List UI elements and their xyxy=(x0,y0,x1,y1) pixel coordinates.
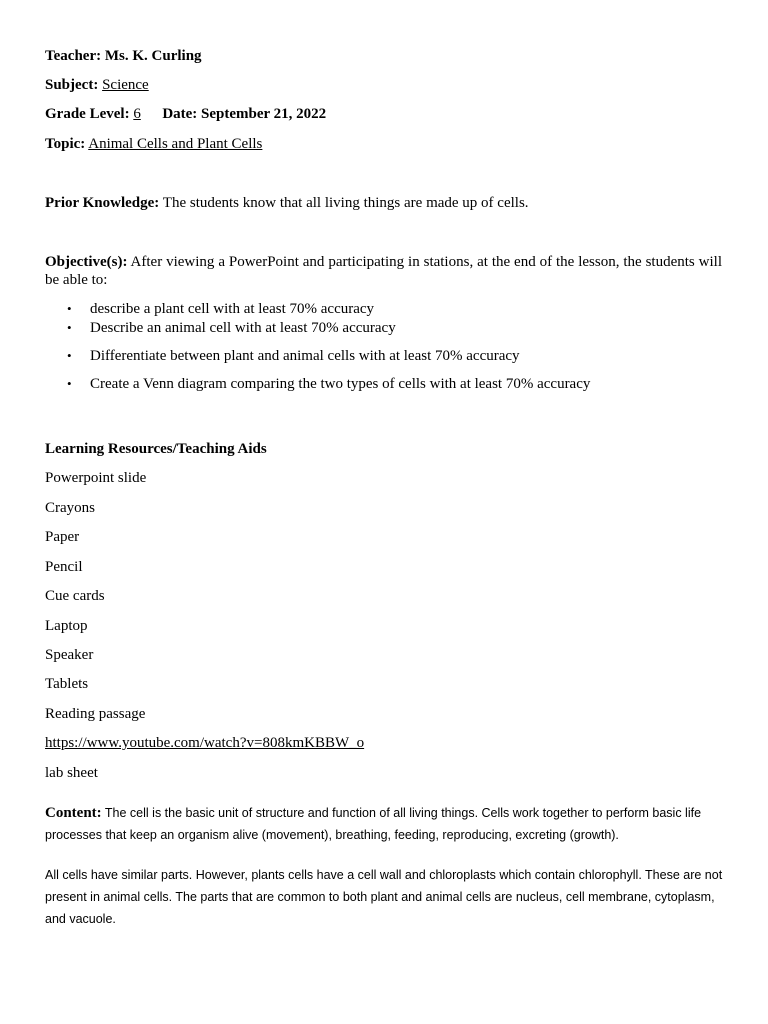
grade-value: 6 xyxy=(133,106,141,122)
resource-item: Paper xyxy=(45,529,80,545)
subject-line xyxy=(45,76,149,94)
content-paragraph-1 xyxy=(45,802,725,846)
date-value: September 21, 2022 xyxy=(201,106,327,122)
resource-item: lab sheet xyxy=(45,765,98,781)
prior-knowledge xyxy=(45,194,529,212)
topic-label: Topic: xyxy=(45,136,86,152)
prior-knowledge-label: Prior Knowledge: xyxy=(45,195,160,211)
resource-item: Laptop xyxy=(45,618,88,634)
objectives-label: Objective(s): xyxy=(45,254,128,270)
teacher-line xyxy=(45,47,202,65)
bullet-icon: • xyxy=(67,320,72,335)
resource-item: Cue cards xyxy=(45,588,105,604)
content-paragraph-2: All cells have similar parts. However, plants cells have a cell wall and chloroplasts which contain chlorophyll. These are not present in animal cells. The parts that are common to both plant and animal cells are nucleus, cell membrane, cytoplasm, and vacuole. xyxy=(45,868,723,926)
bullet-icon: • xyxy=(67,301,72,316)
content-label: Content: xyxy=(45,805,102,821)
resource-item: Pencil xyxy=(45,559,83,575)
resource-item: Crayons xyxy=(45,500,95,516)
subject-value: Science xyxy=(102,77,149,93)
objectives-intro xyxy=(45,253,722,289)
lesson-plan-page: Teacher: Ms. K. Curling Subject: Science Grade Level: 6 Date: September 21, 2022 Topic: Animal Cells and Plant Cells Prior Knowledge: The students know that all living things are made up of cells. Objective(s): After viewing a PowerPoint and participating in stations, at the end of the lesson, the students will be able to: • describe a plant cell with at least 70% accuracy • Describe an animal cell with at least 70% accuracy • Differentiate between plant and animal cells with at least 70% accuracy • Create a Venn diagram comparing the two types of cells with at least 70% accuracy Learning Resources/Teaching Aids Powerpoint slide Crayons Paper Pencil Cue cards Laptop Speaker Tablets Reading passage https://www.youtube.com/watch?v=808kmKBBW_o lab sheet Content: The cell is the basic unit of structure and function of all living things. Cells work together to perform basic life processes that keep an organism alive (movement), breathing, feeding, reproducing, excreting (growth). All cells have similar parts. However, plants cells have a cell wall and chloroplasts which contain chlorophyll. These are not present in animal cells. The parts that are common to both plant and animal cells are nucleus, cell membrane, cytoplasm, and vacuole. xyxy=(0,0,768,1024)
youtube-link[interactable]: https://www.youtube.com/watch?v=808kmKBBW_o xyxy=(45,735,365,751)
bullet-icon: • xyxy=(67,348,72,363)
resources-heading: Learning Resources/Teaching Aids xyxy=(45,441,267,457)
resource-item: Reading passage xyxy=(45,706,146,722)
grade-date-line xyxy=(45,105,326,123)
teacher-value: Ms. K. Curling xyxy=(104,48,202,64)
teacher-label: Teacher: xyxy=(45,48,102,64)
grade-label: Grade Level: xyxy=(45,106,130,122)
objectives-intro-text: After viewing a PowerPoint and participating in stations, at the end of the lesson, the students will be able to: xyxy=(45,254,722,288)
prior-knowledge-text: The students know that all living things are made up of cells. xyxy=(162,195,529,211)
subject-label: Subject: xyxy=(45,77,99,93)
resource-item: Speaker xyxy=(45,647,94,663)
topic-value: Animal Cells and Plant Cells xyxy=(88,136,263,152)
topic-line xyxy=(45,135,262,153)
resource-item: Tablets xyxy=(45,676,89,692)
content-text-1: The cell is the basic unit of structure and function of all living things. Cells work together to perform basic life processes that keep an organism alive (movement), breathing, feeding, reproducing, excreting (growth). xyxy=(45,806,702,842)
resource-item: Powerpoint slide xyxy=(45,470,147,486)
bullet-icon: • xyxy=(67,376,72,391)
date-label: Date: xyxy=(162,106,198,122)
